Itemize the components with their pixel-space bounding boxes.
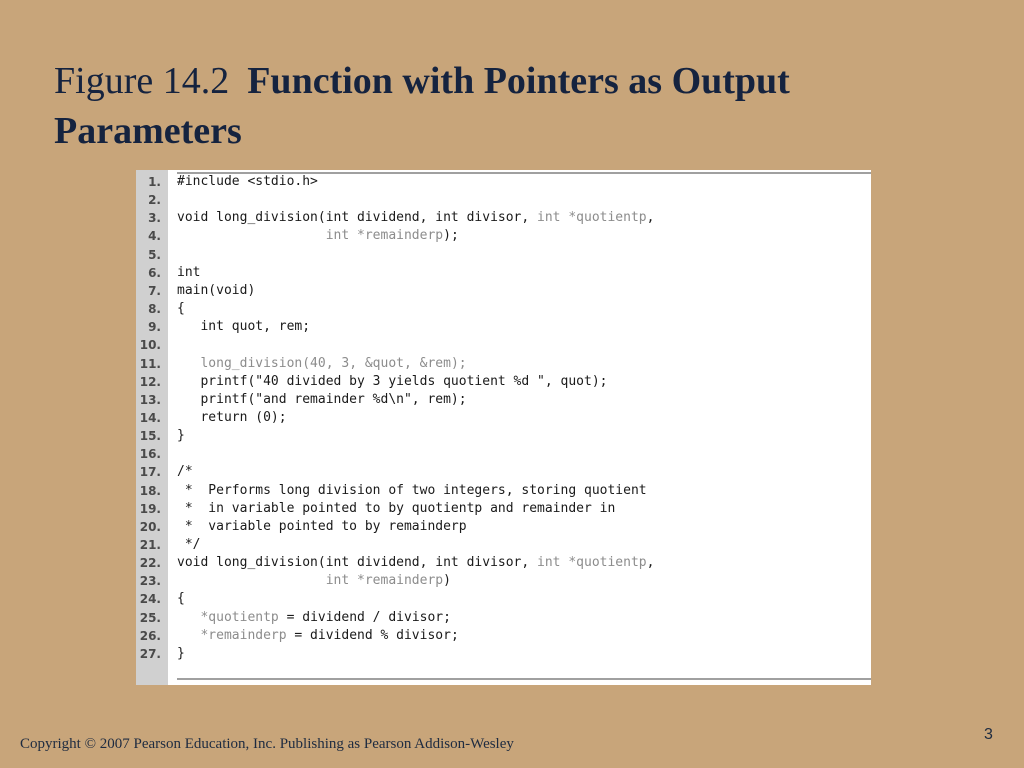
code-segment (177, 610, 200, 625)
highlighted-code: int *quotientp (537, 210, 647, 226)
code-line (136, 191, 871, 209)
code-line (136, 227, 871, 245)
code-line (136, 336, 871, 354)
code-line (136, 609, 871, 627)
code-segment (177, 228, 326, 243)
code-line (136, 300, 871, 318)
code-segment: , (646, 555, 655, 571)
code-segment: return (0); (177, 409, 287, 425)
code-line (136, 536, 871, 554)
code-text (177, 300, 185, 318)
code-segment (177, 356, 200, 371)
line-number: 26. (139, 628, 161, 643)
code-line (136, 645, 871, 663)
code-text (177, 645, 185, 663)
code-text (177, 590, 185, 608)
code-segment: , (646, 210, 655, 226)
code-segment: void long_division(int dividend, int divisor, (177, 210, 538, 226)
code-line (136, 554, 871, 572)
line-number: 2. (148, 193, 161, 208)
code-text (177, 318, 310, 336)
code-segment: { (177, 301, 185, 317)
code-line (136, 409, 871, 427)
code-line (136, 590, 871, 608)
code-segment: int (177, 264, 201, 280)
line-number: 10. (139, 338, 161, 353)
code-line (136, 264, 871, 282)
code-text (177, 391, 467, 409)
slide-title (54, 56, 954, 156)
line-number: 5. (148, 247, 161, 262)
code-text (177, 409, 287, 427)
code-segment: * Performs long division of two integers, storing quotient (177, 482, 647, 498)
code-segment: */ (177, 537, 201, 552)
code-segment: /* (177, 464, 193, 480)
line-number: 12. (139, 374, 161, 389)
code-segment: main(void) (177, 282, 256, 298)
line-number: 9. (148, 320, 161, 335)
code-text (177, 373, 607, 391)
code-text (177, 609, 451, 627)
line-number: 4. (148, 229, 161, 244)
line-number: 3. (148, 211, 161, 226)
code-line (136, 427, 871, 445)
code-segment: = dividend % divisor; (286, 627, 459, 643)
code-line (136, 463, 871, 481)
figure-label: Figure 14.2 (54, 60, 230, 102)
line-number: 14. (139, 410, 161, 425)
code-text (177, 482, 647, 500)
code-text (177, 355, 467, 373)
line-number: 20. (139, 519, 161, 534)
code-segment: printf("40 divided by 3 yields quotient %d ", quot); (177, 373, 608, 389)
code-text (177, 572, 451, 590)
code-line (136, 445, 871, 463)
page-number: 3 (984, 726, 993, 743)
line-number: 1. (148, 175, 161, 189)
code-line (136, 518, 871, 536)
bottom-rule (177, 678, 871, 680)
code-segment: void long_division(int dividend, int divisor, (177, 555, 538, 571)
code-line (136, 500, 871, 518)
code-segment: } (177, 645, 185, 661)
code-segment: ) (443, 573, 451, 589)
code-segment (177, 573, 326, 588)
code-segment: * in variable pointed to by quotientp and remainder in (177, 500, 616, 516)
line-number: 21. (139, 538, 161, 552)
code-line (136, 627, 871, 645)
code-text (177, 554, 654, 572)
code-segment: = dividend / divisor; (278, 609, 451, 625)
line-number: 7. (148, 283, 161, 298)
code-listing (136, 170, 871, 685)
line-number: 13. (139, 392, 161, 407)
code-segment: printf("and remainder %d\n", rem); (177, 391, 467, 407)
code-text (177, 282, 255, 300)
highlighted-code: int *remainderp (325, 228, 444, 244)
code-segment (177, 628, 200, 643)
highlighted-code: int *quotientp (537, 555, 647, 571)
copyright-notice: Copyright © 2007 Pearson Education, Inc. Publishing as Pearson Addison-Wesley (20, 736, 514, 752)
code-segment: } (177, 428, 185, 444)
code-line (136, 246, 871, 264)
code-text (177, 227, 459, 245)
line-number: 24. (139, 592, 161, 607)
highlighted-code: int *remainderp (325, 573, 444, 589)
highlighted-code: *remainderp (200, 627, 287, 643)
code-text (177, 173, 318, 191)
code-text (177, 264, 200, 282)
code-line (136, 373, 871, 391)
line-number: 22. (139, 556, 161, 571)
code-text (177, 427, 185, 445)
line-number: 6. (148, 265, 161, 280)
code-segment: ); (443, 228, 459, 244)
code-text (177, 500, 615, 518)
line-number: 19. (139, 501, 161, 516)
code-line (136, 355, 871, 373)
code-line (136, 391, 871, 409)
code-line (136, 482, 871, 500)
line-number: 15. (139, 429, 161, 444)
code-text (177, 518, 467, 536)
code-line (136, 282, 871, 300)
figure-caption: Function with Pointers as Output Parameters (54, 60, 790, 152)
code-text (177, 536, 200, 554)
line-number: 25. (139, 610, 161, 625)
code-text (177, 463, 193, 481)
code-line (136, 318, 871, 336)
highlighted-code: long_division(40, 3, &quot, &rem); (200, 355, 467, 371)
line-number: 11. (139, 356, 161, 371)
code-segment: * variable pointed to by remainderp (177, 518, 467, 534)
line-number: 23. (139, 574, 161, 589)
line-number: 8. (148, 302, 161, 317)
line-number: 17. (139, 465, 161, 480)
line-number: 27. (139, 646, 161, 661)
line-number: 18. (139, 483, 161, 498)
code-line (136, 572, 871, 590)
code-segment: int quot, rem; (177, 319, 311, 335)
code-segment: #include <stdio.h> (177, 174, 318, 189)
highlighted-code: *quotientp (200, 609, 279, 625)
code-text (177, 209, 654, 227)
line-number: 16. (139, 447, 161, 462)
code-segment: { (177, 591, 185, 607)
code-line (136, 209, 871, 227)
code-text (177, 627, 459, 645)
code-line (136, 173, 871, 191)
